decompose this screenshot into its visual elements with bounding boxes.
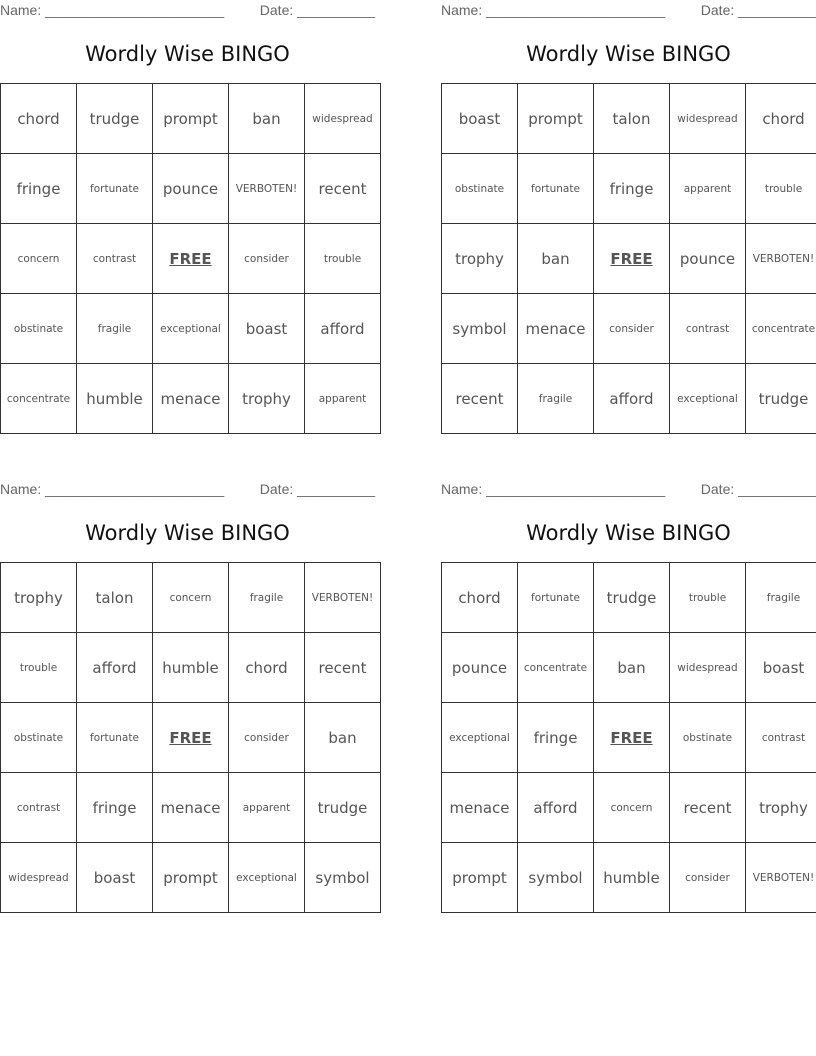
grid-row [442,563,816,633]
bingo-cell: concern [594,773,670,843]
bingo-cell: ban [305,703,381,773]
bingo-cell: trophy [1,563,77,633]
card-header [0,481,375,499]
bingo-cell: boast [746,633,816,703]
bingo-cell: VERBOTEN! [746,843,816,913]
bingo-cell: apparent [305,364,381,434]
bingo-cell: consider [229,703,305,773]
card-title: Wordly Wise BINGO [526,42,731,66]
bingo-cell: fragile [518,364,594,434]
bingo-cell: recent [305,154,381,224]
bingo-cell: afford [594,364,670,434]
bingo-cell: fortunate [77,154,153,224]
bingo-cell: menace [518,294,594,364]
free-space-cell: FREE [594,703,670,773]
name-field-label: Name: _______________________ [441,481,666,497]
bingo-grid [0,83,381,434]
bingo-cell: trouble [305,224,381,294]
bingo-cell: prompt [153,84,229,154]
bingo-cell: boast [229,294,305,364]
bingo-cell: afford [518,773,594,843]
bingo-cell: trudge [305,773,381,843]
bingo-cell: recent [442,364,518,434]
bingo-cell: consider [229,224,305,294]
bingo-cell: exceptional [442,703,518,773]
bingo-cell: ban [229,84,305,154]
bingo-grid [441,83,816,434]
grid-row [1,703,381,773]
bingo-cell: trudge [77,84,153,154]
bingo-cell: exceptional [153,294,229,364]
grid-row [1,364,381,434]
bingo-cell: prompt [442,843,518,913]
bingo-cell: boast [77,843,153,913]
bingo-cell: humble [77,364,153,434]
bingo-cell: contrast [1,773,77,843]
bingo-cell: humble [153,633,229,703]
bingo-cell: contrast [670,294,746,364]
bingo-cell: menace [442,773,518,843]
bingo-cell: exceptional [670,364,746,434]
grid-row [1,224,381,294]
date-field-label: Date: __________ [259,2,375,18]
card-title: Wordly Wise BINGO [85,42,290,66]
bingo-cell: menace [153,773,229,843]
bingo-cell: widespread [670,84,746,154]
bingo-cell: fortunate [518,154,594,224]
bingo-cell: apparent [229,773,305,843]
name-field-label: Name: _______________________ [0,481,225,497]
bingo-cell: chord [442,563,518,633]
grid-row [1,633,381,703]
bingo-cell: trudge [594,563,670,633]
bingo-cell: fringe [1,154,77,224]
bingo-cell: fringe [594,154,670,224]
bingo-cell: VERBOTEN! [229,154,305,224]
grid-row [442,364,816,434]
grid-row [442,843,816,913]
bingo-cell: symbol [518,843,594,913]
name-field-label: Name: _______________________ [0,2,225,18]
bingo-cell: trophy [442,224,518,294]
bingo-cell: boast [442,84,518,154]
bingo-cell: widespread [305,84,381,154]
bingo-cell: fragile [77,294,153,364]
bingo-cell: consider [594,294,670,364]
grid-row [442,84,816,154]
bingo-cell: recent [670,773,746,843]
grid-row [442,633,816,703]
bingo-cell: prompt [153,843,229,913]
bingo-cell: afford [77,633,153,703]
bingo-cell: trouble [1,633,77,703]
bingo-cell: widespread [670,633,746,703]
grid-row [442,154,816,224]
bingo-cell: trouble [670,563,746,633]
bingo-cell: menace [153,364,229,434]
bingo-cell: exceptional [229,843,305,913]
bingo-cell: pounce [670,224,746,294]
bingo-cell: obstinate [1,294,77,364]
bingo-cell: concentrate [746,294,816,364]
grid-row [1,843,381,913]
date-field-label: Date: __________ [259,481,375,497]
card-header [441,481,816,499]
bingo-cell: fringe [518,703,594,773]
grid-row [442,224,816,294]
bingo-cell: concentrate [1,364,77,434]
bingo-cell: concern [153,563,229,633]
bingo-cell: trophy [229,364,305,434]
bingo-cell: VERBOTEN! [746,224,816,294]
name-field-label: Name: _______________________ [441,2,666,18]
bingo-cell: apparent [670,154,746,224]
bingo-cell: concentrate [518,633,594,703]
card-header [0,2,375,20]
grid-row [1,84,381,154]
bingo-cell: widespread [1,843,77,913]
bingo-card-1 [0,0,375,434]
bingo-cell: recent [305,633,381,703]
bingo-card-2 [441,0,816,434]
bingo-card-4 [441,479,816,913]
bingo-cell: prompt [518,84,594,154]
bingo-cell: trophy [746,773,816,843]
bingo-grid [441,562,816,913]
grid-row [442,294,816,364]
bingo-cell: pounce [153,154,229,224]
bingo-card-3 [0,479,375,913]
grid-row [442,773,816,843]
bingo-cell: fringe [77,773,153,843]
bingo-cell: trudge [746,364,816,434]
free-space-cell: FREE [594,224,670,294]
bingo-cell: afford [305,294,381,364]
card-header [441,2,816,20]
bingo-cell: fragile [229,563,305,633]
card-title: Wordly Wise BINGO [85,521,290,545]
bingo-cell: humble [594,843,670,913]
bingo-cell: obstinate [670,703,746,773]
bingo-cell: pounce [442,633,518,703]
grid-row [1,154,381,224]
grid-row [1,773,381,843]
bingo-cell: talon [594,84,670,154]
bingo-cell: trouble [746,154,816,224]
grid-row [442,703,816,773]
bingo-grid [0,562,381,913]
bingo-cell: consider [670,843,746,913]
bingo-cell: fortunate [518,563,594,633]
bingo-cell: ban [594,633,670,703]
bingo-cell: chord [229,633,305,703]
bingo-cell: symbol [442,294,518,364]
bingo-cell: fortunate [77,703,153,773]
date-field-label: Date: __________ [700,481,816,497]
grid-row [1,294,381,364]
grid-row [1,563,381,633]
bingo-cell: contrast [77,224,153,294]
bingo-cell: ban [518,224,594,294]
bingo-cell: talon [77,563,153,633]
bingo-cell: fragile [746,563,816,633]
bingo-cell: obstinate [1,703,77,773]
bingo-cell: VERBOTEN! [305,563,381,633]
bingo-cell: concern [1,224,77,294]
free-space-cell: FREE [153,703,229,773]
free-space-cell: FREE [153,224,229,294]
bingo-cell: chord [1,84,77,154]
card-title: Wordly Wise BINGO [526,521,731,545]
bingo-cell: chord [746,84,816,154]
date-field-label: Date: __________ [700,2,816,18]
bingo-cell: obstinate [442,154,518,224]
bingo-cell: contrast [746,703,816,773]
bingo-cell: symbol [305,843,381,913]
